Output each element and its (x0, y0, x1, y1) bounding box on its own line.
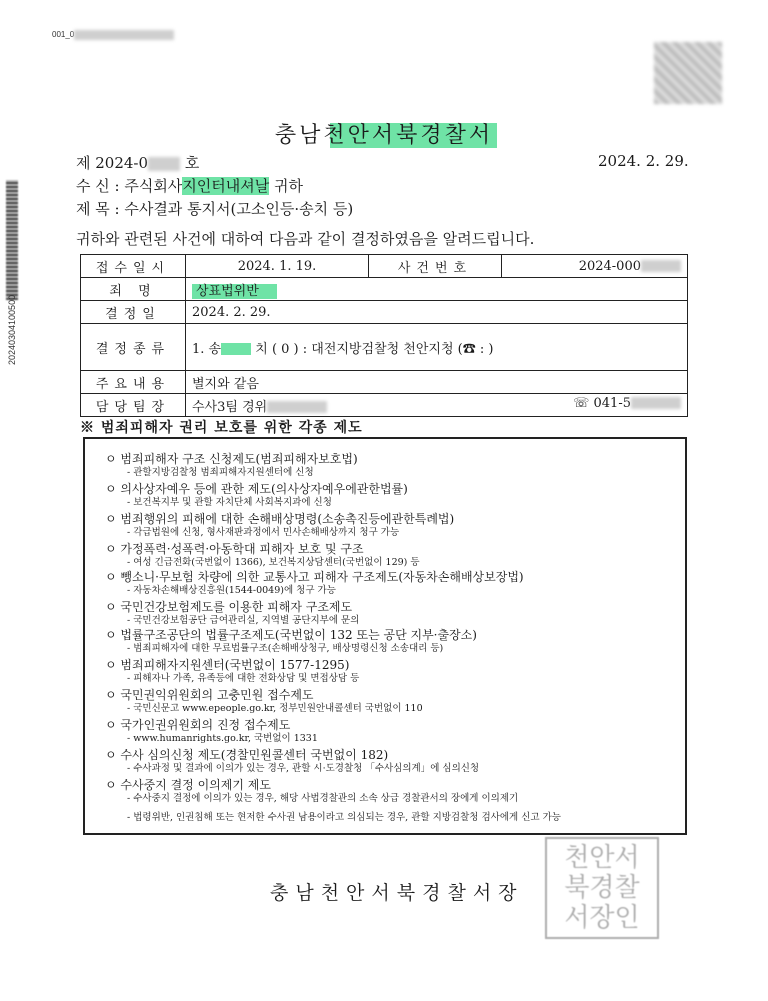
list-item: ㅇ 가정폭력·성폭력·아동학대 피해자 보호 및 구조 - 여성 긴급전화(국번없이 1366), 보건복지상담센터(국번없이 129) 등 (105, 542, 420, 568)
subject: 제 목 : 수사결과 통지서(고소인등·송치 등) (76, 200, 354, 218)
list-item: ㅇ 수사 심의신청 제도(경찰민원콜센터 국번없이 182) - 수사과정 및 결과에 이의가 있는 경우, 관할 시·도경찰청 「수사심의계」에 심의신청 (105, 748, 480, 774)
phone: ☏ 041-5 (573, 396, 681, 411)
qr-code-icon (654, 42, 722, 104)
official-seal: 천안서북경찰서장인 (545, 837, 659, 939)
intro-text: 귀하와 관련된 사건에 대하여 다음과 같이 결정하였음을 알려드립니다. (76, 230, 535, 248)
side-code: 20240304100500 (7, 294, 17, 365)
list-item: ㅇ 수사중지 결정 이의제기 제도 - 수사중지 결정에 이의가 있는 경우, 해당 사법경찰관의 소속 상급 경찰관서의 장에게 이의제기 - 법령위반, 인권침해 또는 현저한 수사권 남용이라고 의심되는 경우, 관할 지방검찰청 검사에게 신고 가능 (105, 778, 561, 823)
victim-rights-box (83, 437, 687, 835)
table-row (81, 371, 688, 394)
recipient: 수 신 : 주식회사지인터내셔날 귀하 (76, 177, 304, 195)
notice-title: ※ 범죄피해자 권리 보호를 위한 각종 제도 (80, 420, 363, 436)
decision-type-value: 1. 송 치 ( 0 ) : 대전지방검찰청 천안지청 (☎ : ) (186, 324, 688, 371)
content-label: 주요내용 (81, 371, 186, 394)
decision-date-label: 결정일 (81, 301, 186, 324)
case-number-label: 사건번호 (369, 255, 502, 278)
document-serial: 001_0 (52, 30, 174, 40)
decision-type-label: 결정종류 (81, 324, 186, 371)
content-value: 별지와 같음 (186, 371, 688, 394)
case-number-value: 2024-000 (502, 255, 688, 278)
charge-label: 죄 명 (81, 278, 186, 301)
list-item: ㅇ 범죄피해자 구조 신청제도(범죄피해자보호법) - 관할지방검찰청 범죄피해자지원센터에 신청 (105, 452, 358, 478)
list-item: ㅇ 범죄피해자지원센터(국번없이 1577-1295) - 피해자나 가족, 유족등에 대한 전화상담 및 면접상담 등 (105, 658, 360, 684)
table-row (81, 255, 688, 278)
document-number: 제 2024-0 호 (76, 154, 200, 172)
table-row (81, 278, 688, 301)
list-item: ㅇ 의사상자예우 등에 관한 제도(의사상자예우에관한법률) - 보건복지부 및 관할 자치단체 사회복지과에 신청 (105, 482, 408, 508)
decision-date-value: 2024. 2. 29. (186, 301, 688, 324)
page-title: 충남천안서북경찰서 (0, 118, 768, 149)
received-label: 접수일시 (81, 255, 186, 278)
table-row (81, 301, 688, 324)
list-item: ㅇ 범죄행위의 피해에 대한 손해배상명령(소송촉진등에관한특례법) - 각급법원에 신청, 형사재판과정에서 민사손해배상까지 청구 가능 (105, 512, 455, 538)
issuer-name: 충남천안서북경찰서장 (270, 882, 524, 904)
officer-label: 담당팀장 (81, 394, 186, 417)
received-value: 2024. 1. 19. (186, 255, 369, 278)
list-item: ㅇ 국민건강보험제도를 이용한 피해자 구조제도 - 국민건강보험공단 급여관리실, 지역별 공단지부에 문의 (105, 600, 360, 626)
table-row (81, 324, 688, 371)
officer-value: 수사3팀 경위 ☏ 041-5 (186, 394, 688, 417)
document-date: 2024. 2. 29. (598, 152, 689, 170)
phone-icon: ☏ (573, 395, 590, 411)
list-item: ㅇ 국민권익위원회의 고충민원 접수제도 - 국민신문고 www.epeople.go.kr, 정부민원안내콜센터 국번없이 110 (105, 688, 423, 714)
list-item: ㅇ 뺑소니·무보험 차량에 의한 교통사고 피해자 구조제도(자동차손해배상보장법) - 자동차손해배상진흥원(1544-0049)에 청구 가능 (105, 570, 524, 596)
charge-value: 상표법위반 (186, 278, 688, 301)
table-row (81, 394, 688, 417)
list-item: ㅇ 국가인권위원회의 진정 접수제도 - www.humanrights.go.kr, 국번없이 1331 (105, 718, 318, 744)
case-info-table (80, 254, 688, 417)
list-item: ㅇ 법률구조공단의 법률구조제도(국번없이 132 또는 공단 지부·출장소) - 범죄피해자에 대한 무료법률구조(손해배상청구, 배상명령신청 소송대리 등) (105, 628, 477, 654)
